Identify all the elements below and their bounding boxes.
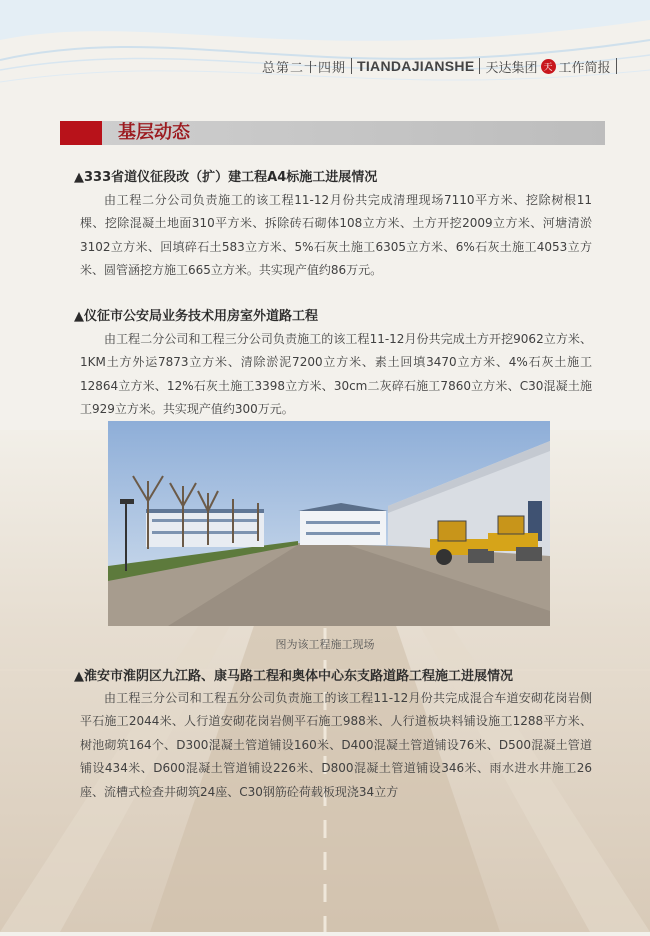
section-accent-block — [60, 121, 102, 145]
brand-name: TIANDAJIANSHE — [357, 58, 475, 74]
photo-caption: 图为该工程施工现场 — [275, 638, 375, 651]
report-name: 工作简报 — [558, 60, 611, 76]
article-body: 由工程三分公司和工程五分公司负责施工的该工程11-12月份共完成混合车道安砌花岗岩侧平石施工2044米、人行道安砌花岗岩侧平石施工988米、人行道板块料铺设施工1288平方米、树池砌筑164个、D300混凝土管道铺设160米、D400混凝土管道铺设76米、D500混凝土管道铺设434米、D600混凝土管道铺设226米、D800混凝土管道铺设346米、雨水进水井施工26座、流槽式检查井砌筑24座、C30钢筋砼荷载板现浇34立方 — [80, 691, 592, 799]
company-logo-icon: 天 — [541, 59, 556, 74]
article-body: 由工程二分公司和工程三分公司负责施工的该工程11-12月份共完成土方开挖9062立方米、1KM土方外运7873立方米、清除淤泥7200立方米、素土回填3470立方米、4%石灰土施工12864立方米、12%石灰土施工3398立方米、30cm二灰碎石施工7860立方米、C30混凝土施工929立方米。共实现产值约300万元。 — [80, 332, 592, 417]
divider — [351, 58, 352, 74]
issue-number: 总第二十四期 — [262, 60, 347, 76]
section-title: 基层动态 — [118, 122, 190, 143]
header-bar — [262, 56, 622, 76]
construction-site-photo — [108, 421, 550, 626]
divider — [479, 58, 480, 74]
article-title: ▲仪征市公安局业务技术用房室外道路工程 — [74, 309, 318, 324]
article-title: ▲淮安市淮阴区九江路、康马路工程和奥体中心东支路道路工程施工进展情况 — [74, 669, 513, 684]
article-body: 由工程二分公司负责施工的该工程11-12月份共完成清理现场7110平方米、挖除树根11棵、挖除混凝土地面310平方米、拆除砖石砌体108立方米、土方开挖2009立方米、河塘清淤3102立方米、回填碎石土583立方米、5%石灰土施工6305立方米、6%石灰土施工4053立方米、圆管涵挖方施工665立方米。共实现产值约86万元。 — [80, 193, 592, 278]
article-title: ▲333省道仪征段改（扩）建工程A4标施工进展情况 — [74, 170, 378, 185]
divider — [616, 58, 617, 74]
header-wave-decoration — [0, 0, 650, 110]
group-name: 天达集团 — [485, 60, 538, 76]
